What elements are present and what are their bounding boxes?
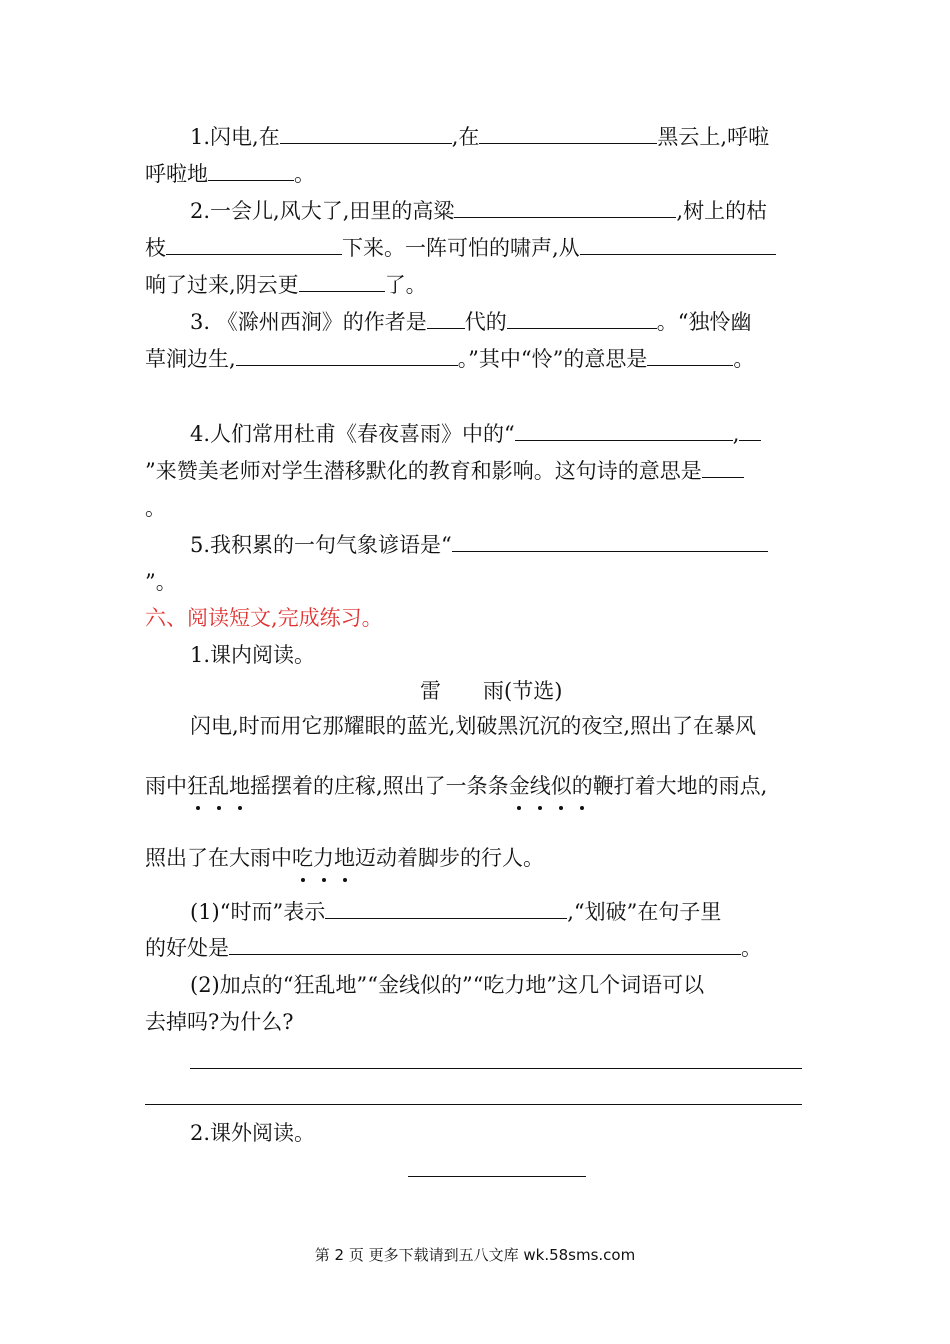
q4-text-c: ”来赞美老师对学生潜移默化的教育和影响。这句诗的意思是 [145, 459, 702, 483]
passage-title: 雷 雨(节选) [420, 679, 563, 703]
q1-line1 [190, 122, 769, 152]
q1-text-b: ,在 [451, 125, 480, 149]
qa-text-c: 的好处是 [145, 936, 229, 960]
qa-text-b: ,“划破”在句子里 [567, 900, 722, 924]
qa-text: (1)“时而”表示 [190, 900, 326, 924]
q4-line2 [145, 456, 744, 486]
q2-text-c: 枝 [145, 236, 166, 260]
q3-line2 [145, 344, 754, 374]
q5-line2 [145, 567, 177, 597]
passage-text: 迈动着脚步的行人。 [355, 846, 544, 870]
emphasis-char: 地 [334, 843, 355, 873]
emphasis-char: 的 [572, 771, 593, 801]
passage-line-3 [145, 843, 544, 873]
passage-text: 雨中 [145, 774, 187, 798]
q2-blank-1[interactable] [454, 197, 676, 218]
q4-blank-3[interactable] [702, 457, 744, 478]
q2-text-b: ,树上的枯 [676, 199, 768, 223]
qb-line2: 去掉吗?为什么? [145, 1010, 294, 1034]
q5-text-b: ”。 [145, 570, 177, 594]
q1-text: 1.闪电,在 [190, 125, 280, 149]
q1-text-c: 黑云上,呼啦 [657, 125, 770, 149]
q2-blank-3[interactable] [580, 234, 776, 255]
q1-text-d: 呼啦地 [145, 162, 208, 186]
q4-line3 [145, 493, 166, 523]
q2-line2 [145, 233, 776, 263]
q4-blank-1[interactable] [515, 420, 733, 441]
q1-blank-1[interactable] [280, 123, 452, 144]
section-six-title: 六、阅读短文,完成练习。 [145, 606, 383, 630]
emphasis-char: 线 [530, 771, 551, 801]
emphasis-char: 乱 [208, 771, 229, 801]
q4-text-a: 4.人们常用杜甫《春夜喜雨》中的“ [190, 422, 515, 446]
q3-text-f: 。 [733, 347, 755, 371]
q4-text-d: 。 [145, 496, 166, 520]
passage-text: 摇摆着的庄稼,照出了一条条 [250, 774, 509, 798]
q3-blank-2[interactable] [507, 308, 657, 329]
q3-text-b: 代的 [464, 310, 507, 334]
q2-line1 [190, 196, 767, 226]
qa-line1 [190, 897, 721, 927]
qa-line2 [145, 933, 762, 963]
q3-blank-1[interactable] [427, 308, 465, 329]
q1-blank-2[interactable] [479, 123, 657, 144]
q5-line1 [190, 530, 768, 560]
qa-text-d: 。 [741, 936, 762, 960]
emphasis-char: 金 [509, 771, 530, 801]
passage-line-2 [145, 771, 767, 801]
emphasis-char: 力 [313, 843, 334, 873]
q2-text-a: 2.一会儿,风大了,田里的高粱 [190, 199, 455, 223]
q3-blank-4[interactable] [647, 345, 733, 366]
q1-text-e: 。 [294, 162, 315, 186]
title-blank[interactable] [408, 1176, 586, 1177]
q3-text-a: 3. 《滁州西涧》的作者是 [190, 310, 427, 334]
q2-line3 [145, 270, 427, 300]
emphasis-char: 吃 [292, 843, 313, 873]
q4-blank-2[interactable] [739, 420, 761, 441]
answer-line-2[interactable] [145, 1104, 802, 1105]
q4-text-b: , [732, 422, 740, 446]
qa-blank-1[interactable] [325, 898, 567, 919]
passage-line-1: 闪电,时而用它那耀眼的蓝光,划破黑沉沉的夜空,照出了在暴风 [190, 714, 757, 738]
q3-text-c: 。“独怜幽 [656, 310, 752, 334]
q1-line2 [145, 159, 315, 189]
emphasis-char: 狂 [187, 771, 208, 801]
q3-text-e: 。”其中“怜”的意思是 [457, 347, 648, 371]
q2-text-f: 了。 [384, 273, 427, 297]
q3-text-d: 草涧边生, [145, 347, 236, 371]
q1-blank-3[interactable] [208, 160, 294, 181]
q5-text-a: 5.我积累的一句气象谚语是“ [190, 533, 452, 557]
q2-text-d: 下来。一阵可怕的啸声,从 [342, 236, 580, 260]
emphasis-char: 似 [551, 771, 572, 801]
passage-text: 照出了在大雨中 [145, 846, 292, 870]
passage-text: 鞭打着大地的雨点, [592, 774, 768, 798]
q2-text-e: 响了过来,阴云更 [145, 273, 299, 297]
q4-line1 [190, 419, 761, 449]
q3-line1 [190, 307, 751, 337]
emphasis-char: 地 [229, 771, 250, 801]
answer-line-1[interactable] [190, 1068, 802, 1069]
q2-blank-2[interactable] [166, 234, 342, 255]
q5-blank-1[interactable] [452, 531, 768, 552]
qb-line1: (2)加点的“狂乱地”“金线似的”“吃力地”这几个词语可以 [190, 973, 705, 997]
qa-blank-2[interactable] [229, 934, 741, 955]
sub-question-2: 2.课外阅读。 [190, 1121, 316, 1145]
sub-question-1: 1.课内阅读。 [190, 643, 316, 667]
q3-blank-3[interactable] [236, 345, 458, 366]
page-footer: 第 2 页 更多下载请到五八文库 wk.58sms.com [314, 1246, 636, 1264]
q2-blank-4[interactable] [299, 271, 385, 292]
